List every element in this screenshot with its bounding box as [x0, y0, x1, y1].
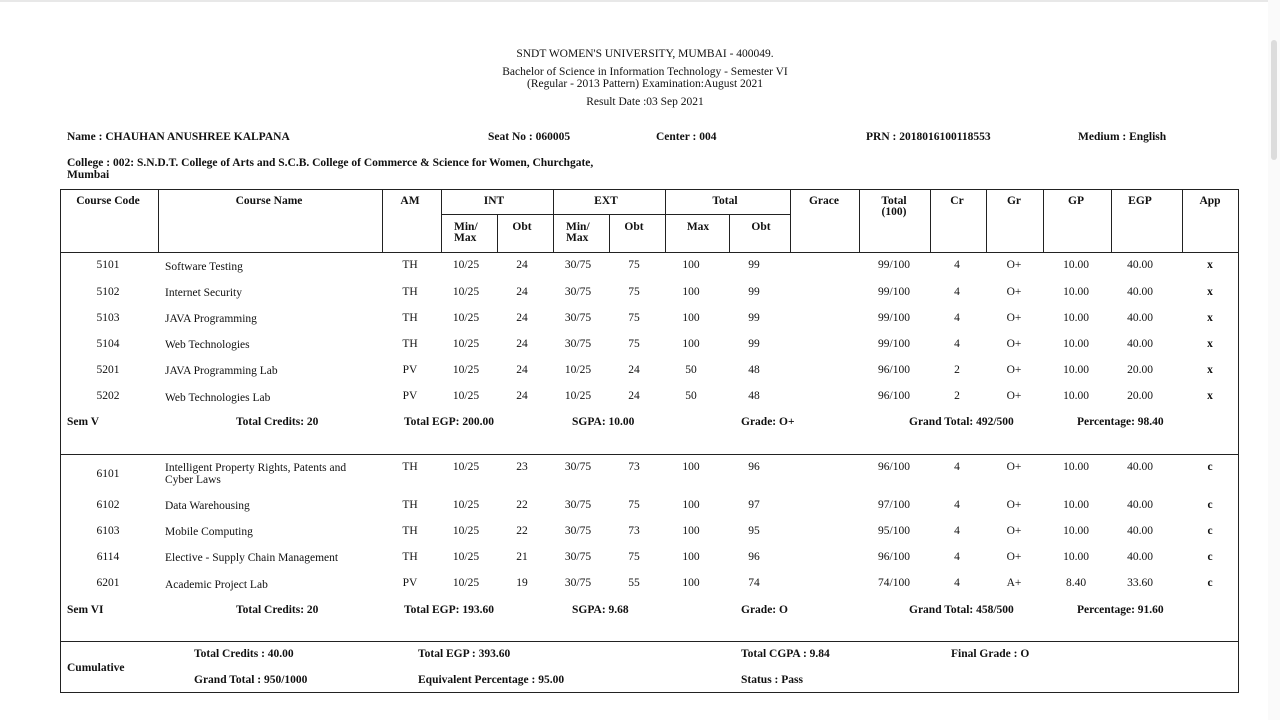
- cell-int-obt: 22: [516, 499, 528, 511]
- cell-total100: 96/100: [878, 551, 910, 563]
- cell-obt: 99: [748, 338, 760, 350]
- cell-int-obt: 24: [516, 259, 528, 271]
- header-total100: [881, 196, 906, 218]
- sem5-total-egp: Total EGP: 200.00: [404, 416, 494, 428]
- cell-obt: 95: [748, 525, 760, 537]
- cell-gr: O+: [1006, 390, 1022, 402]
- cell-gr: A+: [1006, 577, 1022, 589]
- cell-name: Web Technologies Lab: [165, 392, 271, 404]
- cell-code: 5201: [96, 364, 120, 376]
- header-ext-min-label: Min/: [566, 221, 590, 233]
- sem5-grand-total: Grand Total: 492/500: [909, 416, 1014, 428]
- cell-app: x: [1207, 364, 1213, 376]
- sem6-grand-total: Grand Total: 458/500: [909, 604, 1014, 616]
- cell-int-mm: 10/25: [452, 461, 480, 473]
- cell-obt: 74: [748, 577, 760, 589]
- header-am: AM: [400, 195, 420, 207]
- cell-ext-obt: 75: [628, 551, 640, 563]
- cell-code: 6201: [96, 577, 120, 589]
- cell-int-mm: 10/25: [452, 525, 480, 537]
- cell-ext-obt: 24: [628, 364, 640, 376]
- cell-ext-mm: 30/75: [564, 577, 592, 589]
- cell-total100: 96/100: [878, 390, 910, 402]
- cell-gp: 10.00: [1063, 551, 1089, 563]
- cumulative-final-grade: Final Grade : O: [951, 648, 1030, 660]
- sem6-total-credits: Total Credits: 20: [236, 604, 319, 616]
- cell-max: 50: [685, 390, 697, 402]
- center-code: Center : 004: [656, 131, 717, 143]
- cell-app: x: [1207, 338, 1213, 350]
- cell-int-obt: 24: [516, 286, 528, 298]
- header-grace: Grace: [808, 195, 840, 207]
- cell-obt: 96: [748, 461, 760, 473]
- cell-egp: 40.00: [1127, 286, 1153, 298]
- cell-egp: 40.00: [1127, 461, 1153, 473]
- scrollbar[interactable]: [1268, 0, 1280, 720]
- cell-gp: 10.00: [1063, 499, 1089, 511]
- header-total100-line1: Total: [881, 195, 907, 207]
- cell-obt: 99: [748, 312, 760, 324]
- cell-egp: 20.00: [1127, 390, 1153, 402]
- cell-max: 100: [682, 338, 700, 350]
- cell-gr: O+: [1006, 525, 1022, 537]
- cell-max: 100: [682, 551, 700, 563]
- cell-obt: 97: [748, 499, 760, 511]
- cell-max: 100: [682, 461, 700, 473]
- cell-app: x: [1207, 259, 1213, 271]
- medium: Medium : English: [1078, 131, 1167, 143]
- cell-code: 5103: [96, 312, 120, 324]
- cell-cr: 4: [954, 461, 960, 473]
- cell-name: Elective - Supply Chain Management: [165, 552, 339, 564]
- cell-name: Internet Security: [165, 287, 242, 299]
- cumulative-equivalent-percentage: Equivalent Percentage : 95.00: [418, 674, 565, 686]
- cell-egp: 40.00: [1127, 551, 1153, 563]
- college-city: Mumbai: [67, 169, 110, 181]
- cell-name: JAVA Programming Lab: [165, 365, 278, 377]
- header-egp: EGP: [1128, 195, 1152, 207]
- cell-obt: 96: [748, 551, 760, 563]
- cell-total100: 99/100: [878, 286, 910, 298]
- cumulative-status: Status : Pass: [741, 674, 803, 686]
- sem6-sgpa: SGPA: 9.68: [572, 604, 629, 616]
- cell-cr: 4: [954, 577, 960, 589]
- cell-gr: O+: [1006, 286, 1022, 298]
- cell-ext-obt: 75: [628, 286, 640, 298]
- cell-am: TH: [402, 499, 418, 511]
- cell-total100: 99/100: [878, 338, 910, 350]
- cell-cr: 4: [954, 551, 960, 563]
- header-int-min-label: Min/: [454, 221, 478, 233]
- cell-int-mm: 10/25: [452, 338, 480, 350]
- cell-total100: 99/100: [878, 312, 910, 324]
- cell-gr: O+: [1006, 259, 1022, 271]
- college-name: College : 002: S.N.D.T. College of Arts and S.C.B. College of Commerce & Science for Women, Churchgate,: [67, 157, 594, 169]
- cell-obt: 48: [748, 364, 760, 376]
- cell-ext-obt: 55: [628, 577, 640, 589]
- cumulative-total-credits: Total Credits : 40.00: [194, 648, 294, 660]
- cell-ext-mm: 30/75: [564, 259, 592, 271]
- header-course-code: Course Code: [76, 195, 140, 207]
- cell-app: x: [1207, 286, 1213, 298]
- cell-int-obt: 19: [516, 577, 528, 589]
- student-name: Name : CHAUHAN ANUSHREE KALPANA: [67, 131, 290, 143]
- cell-int-obt: 22: [516, 525, 528, 537]
- cell-app: c: [1207, 499, 1213, 511]
- cell-total100: 95/100: [878, 525, 910, 537]
- cell-int-obt: 21: [516, 551, 528, 563]
- cell-total100: 97/100: [878, 499, 910, 511]
- cell-cr: 4: [954, 525, 960, 537]
- cell-app: c: [1207, 551, 1213, 563]
- header-app: App: [1199, 195, 1221, 207]
- cell-ext-obt: 75: [628, 312, 640, 324]
- cell-name: Intelligent Property Rights, Patents and: [165, 462, 347, 474]
- cell-int-mm: 10/25: [452, 499, 480, 511]
- cell-int-mm: 10/25: [452, 364, 480, 376]
- cell-ext-mm: 30/75: [564, 525, 592, 537]
- cell-code: 5202: [96, 390, 120, 402]
- cell-int-mm: 10/25: [452, 577, 480, 589]
- cell-gp: 10.00: [1063, 312, 1089, 324]
- sem5-total-credits: Total Credits: 20: [236, 416, 319, 428]
- cell-gr: O+: [1006, 499, 1022, 511]
- cell-obt: 99: [748, 286, 760, 298]
- cell-am: TH: [402, 525, 418, 537]
- cell-obt: 99: [748, 259, 760, 271]
- cell-int-mm: 10/25: [452, 312, 480, 324]
- cell-name: Software Testing: [165, 261, 243, 273]
- sem5-percentage: Percentage: 98.40: [1077, 416, 1164, 428]
- cell-int-obt: 24: [516, 338, 528, 350]
- sem6-percentage: Percentage: 91.60: [1077, 604, 1164, 616]
- cell-gp: 10.00: [1063, 390, 1089, 402]
- cell-egp: 40.00: [1127, 259, 1153, 271]
- cell-ext-mm: 30/75: [564, 461, 592, 473]
- header-ext: EXT: [594, 195, 618, 207]
- cell-am: PV: [402, 364, 418, 376]
- cell-total100: 74/100: [878, 577, 910, 589]
- cell-name: JAVA Programming: [165, 313, 257, 325]
- cell-cr: 4: [954, 259, 960, 271]
- header-cr: Cr: [950, 195, 964, 207]
- cell-ext-obt: 75: [628, 499, 640, 511]
- cell-int-mm: 10/25: [452, 551, 480, 563]
- cell-am: TH: [402, 461, 418, 473]
- cell-cr: 4: [954, 286, 960, 298]
- cell-am: TH: [402, 312, 418, 324]
- cell-gr: O+: [1006, 364, 1022, 376]
- cumulative-label: Cumulative: [67, 662, 125, 674]
- header-int-minmax: [454, 222, 478, 244]
- cell-int-obt: 24: [516, 364, 528, 376]
- cell-ext-mm: 30/75: [564, 499, 592, 511]
- cell-max: 100: [682, 499, 700, 511]
- cell-cr: 4: [954, 338, 960, 350]
- cell-cr: 4: [954, 312, 960, 324]
- cell-name: Web Technologies: [165, 339, 250, 351]
- cell-max: 100: [682, 286, 700, 298]
- cell-name: Academic Project Lab: [165, 579, 268, 591]
- cell-cr: 2: [954, 390, 960, 402]
- result-date: Result Date :03 Sep 2021: [586, 96, 704, 108]
- sem6-grade: Grade: O: [741, 604, 788, 616]
- cell-gr: O+: [1006, 551, 1022, 563]
- header-gr: Gr: [1006, 195, 1022, 207]
- cell-ext-obt: 73: [628, 461, 640, 473]
- cell-int-obt: 23: [516, 461, 528, 473]
- cell-cr: 4: [954, 499, 960, 511]
- cumulative-cgpa: Total CGPA : 9.84: [741, 648, 830, 660]
- header-gp: GP: [1068, 195, 1084, 207]
- cell-code: 6102: [96, 499, 120, 511]
- exam-pattern: (Regular - 2013 Pattern) Examination:August 2021: [526, 78, 764, 90]
- cell-am: PV: [402, 390, 418, 402]
- cell-name: Data Warehousing: [165, 500, 250, 512]
- cell-ext-mm: 10/25: [564, 390, 592, 402]
- sem6-total-egp: Total EGP: 193.60: [404, 604, 494, 616]
- seat-number: Seat No : 060005: [488, 131, 571, 143]
- cell-egp: 40.00: [1127, 499, 1153, 511]
- cell-code: 6103: [96, 525, 120, 537]
- cumulative-grand-total: Grand Total : 950/1000: [194, 674, 308, 686]
- cell-am: TH: [402, 259, 418, 271]
- sem5-grade: Grade: O+: [741, 416, 795, 428]
- header-ext-minmax: [566, 222, 590, 244]
- header-course-name: Course Name: [235, 195, 303, 207]
- cell-gp: 10.00: [1063, 461, 1089, 473]
- cell-gp: 10.00: [1063, 286, 1089, 298]
- cell-gr: O+: [1006, 312, 1022, 324]
- cell-am: PV: [402, 577, 418, 589]
- cell-code: 6101: [96, 468, 120, 480]
- cell-total100: 96/100: [878, 364, 910, 376]
- cell-max: 100: [682, 259, 700, 271]
- cell-max: 100: [682, 577, 700, 589]
- cell-gp: 8.40: [1065, 577, 1087, 589]
- cell-gr: O+: [1006, 461, 1022, 473]
- cell-ext-obt: 75: [628, 259, 640, 271]
- programme-title: Bachelor of Science in Information Technology - Semester VI: [502, 66, 788, 78]
- cell-app: c: [1207, 525, 1213, 537]
- cell-int-mm: 10/25: [452, 286, 480, 298]
- cell-max: 50: [685, 364, 697, 376]
- cell-app: c: [1207, 577, 1213, 589]
- prn-number: PRN : 2018016100118553: [866, 131, 991, 143]
- header-total-obt: Obt: [751, 221, 771, 233]
- cell-ext-obt: 73: [628, 525, 640, 537]
- cell-total100: 96/100: [878, 461, 910, 473]
- cell-app: x: [1207, 312, 1213, 324]
- cell-gp: 10.00: [1063, 259, 1089, 271]
- top-border: [0, 0, 1280, 2]
- header-ext-max-label: Max: [566, 232, 589, 244]
- cumulative-total-egp: Total EGP : 393.60: [418, 648, 511, 660]
- cell-gr: O+: [1006, 338, 1022, 350]
- cell-total100: 99/100: [878, 259, 910, 271]
- cell-cr: 2: [954, 364, 960, 376]
- cell-int-obt: 24: [516, 390, 528, 402]
- sem5-label: Sem V: [67, 416, 100, 428]
- header-total100-line2: (100): [881, 206, 907, 218]
- cell-egp: 33.60: [1127, 577, 1153, 589]
- header-total-max: Max: [686, 221, 710, 233]
- cell-ext-mm: 30/75: [564, 312, 592, 324]
- header-int-max-label: Max: [454, 232, 477, 244]
- cell-name-line2: Cyber Laws: [165, 474, 221, 486]
- cell-am: TH: [402, 286, 418, 298]
- cell-egp: 40.00: [1127, 338, 1153, 350]
- cell-ext-mm: 30/75: [564, 551, 592, 563]
- cell-ext-mm: 30/75: [564, 338, 592, 350]
- cell-egp: 40.00: [1127, 525, 1153, 537]
- cell-max: 100: [682, 312, 700, 324]
- cell-code: 6114: [96, 551, 120, 563]
- cell-gp: 10.00: [1063, 364, 1089, 376]
- cell-int-obt: 24: [516, 312, 528, 324]
- cell-egp: 40.00: [1127, 312, 1153, 324]
- sem5-sgpa: SGPA: 10.00: [572, 416, 635, 428]
- cell-ext-obt: 75: [628, 338, 640, 350]
- cell-ext-mm: 30/75: [564, 286, 592, 298]
- cell-gp: 10.00: [1063, 338, 1089, 350]
- cell-am: TH: [402, 551, 418, 563]
- cell-obt: 48: [748, 390, 760, 402]
- university-name: SNDT WOMEN'S UNIVERSITY, MUMBAI - 400049.: [516, 48, 774, 60]
- cell-ext-obt: 24: [628, 390, 640, 402]
- cell-int-mm: 10/25: [452, 259, 480, 271]
- cell-max: 100: [682, 525, 700, 537]
- cell-name: Mobile Computing: [165, 526, 253, 538]
- cell-egp: 20.00: [1127, 364, 1153, 376]
- cell-code: 5102: [96, 286, 120, 298]
- cell-int-mm: 10/25: [452, 390, 480, 402]
- header-total: Total: [712, 195, 738, 207]
- cell-ext-mm: 10/25: [564, 364, 592, 376]
- cell-gp: 10.00: [1063, 525, 1089, 537]
- header-int-obt: Obt: [512, 221, 532, 233]
- cell-app: c: [1207, 461, 1213, 473]
- cell-app: x: [1207, 390, 1213, 402]
- header-ext-obt: Obt: [624, 221, 644, 233]
- cell-am: TH: [402, 338, 418, 350]
- header-int: INT: [483, 195, 505, 207]
- sem6-label: Sem VI: [67, 604, 104, 616]
- cell-code: 5101: [96, 259, 120, 271]
- cell-code: 5104: [96, 338, 120, 350]
